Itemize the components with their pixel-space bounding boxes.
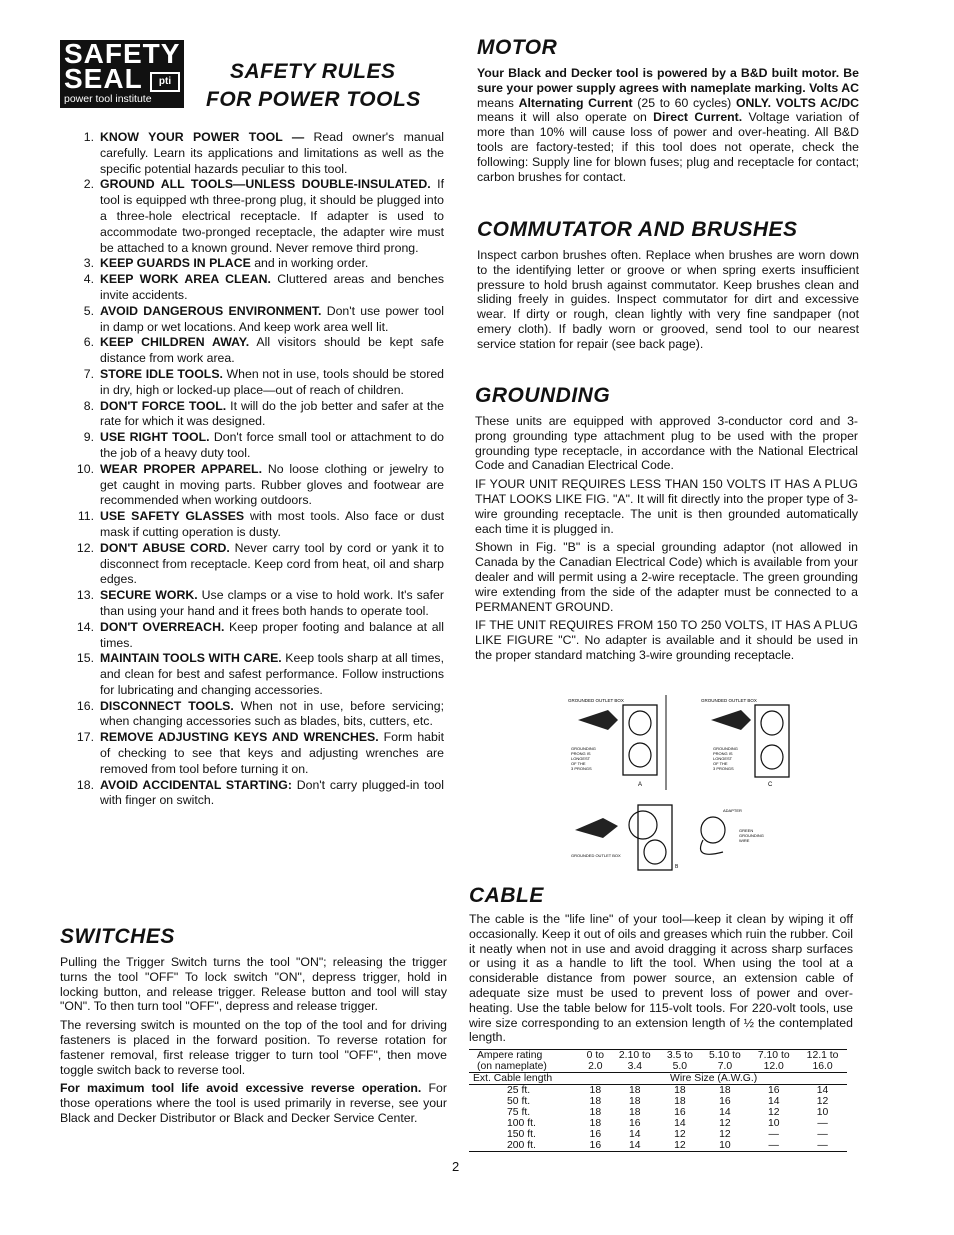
fig-a-outlet-box — [623, 705, 657, 775]
table-cell: 10 — [767, 1118, 780, 1130]
motor-only: ONLY. — [735, 95, 772, 110]
logo-line3: power tool institute — [64, 93, 152, 105]
table-range: 3.5 to 5.0 — [666, 1050, 693, 1073]
rule-keyword: DISCONNECT TOOLS. — [100, 698, 234, 713]
table-cell: 16 — [629, 1118, 641, 1130]
rule-keyword: WEAR PROPER APPAREL. — [100, 461, 262, 476]
table-cell: 14 — [719, 1107, 731, 1119]
rule-text — [100, 730, 444, 777]
fig-c-outlet-box — [755, 705, 789, 777]
table-row — [469, 1085, 847, 1097]
table-cell: 10 — [816, 1107, 829, 1119]
rule-text — [100, 588, 444, 620]
table-cell-length: 75 ft. — [507, 1107, 531, 1119]
motor-section — [477, 36, 859, 184]
table-cell: 14 — [674, 1118, 686, 1130]
motor-text-e: Voltage variation of more than 10% will cause loss of power and over-heating. All B&D tools are factory-tested; if this tool does not operate, check the following: Supply line for blown fuses; plug and receptacle for contact; carbon brushes for contact. — [477, 110, 859, 184]
rule-number: 2. — [83, 177, 94, 192]
grounding-section — [475, 384, 858, 663]
table-cell: 18 — [589, 1096, 602, 1108]
rule-text — [100, 430, 444, 462]
rule-number: 8. — [83, 398, 94, 413]
rule-number: 18. — [76, 777, 94, 792]
table-range: 2.10 to 3.4 — [618, 1050, 651, 1073]
rule-text — [100, 130, 444, 177]
fig-b-outlet-box — [638, 805, 672, 870]
table-range: 7.10 to 12.0 — [757, 1050, 790, 1073]
rule-body: Form habit of checking to see that keys and adjusting wrenches are removed from tool before turning it on. — [100, 730, 444, 776]
switches-p2: The reversing switch is mounted on the top of the tool and for driving fasteners is placed in the forward position. To reverse rotation for fastener removal, first release trigger to turn tool "OFF", then move toggle switch back to reverse tool. — [60, 1018, 447, 1077]
fig-b-adapter — [701, 817, 725, 843]
cable-p1: The cable is the "life line" of your tool—keep it clean by wiping it off occasionally. Keep it out of oils and greases which ruin the rubber. Coil it neatly when not in use and avoid dragging it across sharp surfaces or using it as a handle to lift the tool. When using the tool at a considerable distance from power source, an extension cable of adequate size must be used to prevent loss of power and over-heating. Use the table below for 115-volt tools. For 220-volt tools, use wire size corresponding to an extension length of ½ the contemplated length. — [469, 912, 853, 1045]
table-cell: 16 — [719, 1096, 731, 1108]
safety-rules-list — [60, 130, 444, 809]
rule-text — [100, 778, 444, 810]
rule-text — [100, 509, 444, 541]
rule-keyword: GROUND ALL TOOLS—UNLESS DOUBLE-INSULATED. — [100, 177, 431, 192]
rule-body: Never carry tool by cord or yank it to disconnect from receptacle. Keep cord from heat, oil and sharp edges. — [100, 540, 444, 587]
rule-item — [60, 778, 444, 810]
rule-keyword: USE RIGHT TOOL. — [100, 430, 210, 445]
rule-body: If tool is equipped wth three-prong plug, it should be plugged into a three-hole electrical receptacle. If adapter is used to accommodate two-pronged receptacle, the adapter wire must be attached to a known ground. Never remove third prong. — [100, 177, 444, 255]
rule-number: 13. — [76, 588, 94, 603]
rule-body: Read owner's manual carefully. Learn its applications and limitations as well as the specific potential hazards peculiar to this tool. — [100, 130, 444, 176]
table-cell: 12 — [674, 1129, 686, 1141]
rule-number: 10. — [76, 461, 94, 476]
commutator-p1: Inspect carbon brushes often. Replace when brushes are worn down to the identifying letter or groove or when spring exerts insufficient pressure to hold brush against commutator. Keep brushes clean and sliding freely in guides. Inspect commutator for dirt and excessive wear. If dirty or rough, clean lightly with very fine sandpaper (not emery cloth). If badly worn or grooved, send tool to our nearest service station for repair (see back page). — [477, 248, 859, 351]
table-cell: 14 — [816, 1085, 829, 1097]
rule-keyword: KEEP GUARDS IN PLACE — [100, 256, 251, 271]
rule-number: 12. — [76, 540, 94, 555]
fig-b-label: B — [675, 864, 679, 870]
rule-text — [100, 541, 444, 588]
rule-text — [100, 177, 444, 256]
rule-item — [60, 399, 444, 431]
grounding-p3: Shown in Fig. "B" is a special grounding adaptor (not allowed in Canada by the Canadian Electrical Code) which is available from your dealer and will permit using a 2-wire receptacle. The green grounding wire extending from the side of the adapter must be connected to a PERMANENT GROUND. — [475, 540, 858, 614]
fig-c-outlet-top — [761, 711, 783, 735]
rule-body: Don't carry plugged-in tool with finger on switch. — [100, 777, 444, 808]
rule-text — [100, 272, 444, 304]
rule-keyword: STORE IDLE TOOLS. — [100, 366, 223, 381]
rule-keyword: DON'T ABUSE CORD. — [100, 540, 230, 555]
rule-number: 11. — [77, 509, 94, 524]
rule-body: When not in use, tools should be stored in dry, high or locked-up place—out of reach of children. — [100, 366, 444, 397]
table-cell: 12 — [719, 1129, 731, 1141]
table-cell: 18 — [629, 1085, 641, 1097]
table-row — [469, 1107, 847, 1118]
rule-item — [60, 272, 444, 304]
table-cell: 16 — [589, 1129, 602, 1141]
motor-volts-ac: Volts AC — [809, 80, 859, 95]
table-range: 5.10 to 7.0 — [709, 1050, 741, 1073]
rule-body: Cluttered areas and benches invite accidents. — [100, 272, 444, 302]
rule-keyword: USE SAFETY GLASSES — [100, 509, 245, 524]
rule-keyword: KEEP CHILDREN AWAY. — [100, 335, 250, 350]
rule-number: 4. — [83, 272, 94, 287]
table-cell: 14 — [629, 1129, 641, 1141]
logo-line2: SEAL — [64, 63, 143, 94]
rule-item — [60, 177, 444, 256]
rule-item — [60, 367, 444, 399]
safety-seal-logo — [60, 40, 184, 108]
rule-item — [60, 462, 444, 509]
rule-keyword: AVOID DANGEROUS ENVIRONMENT. — [100, 303, 322, 318]
table-header-length: Ext. Cable length — [473, 1073, 553, 1085]
table-cell: 18 — [589, 1085, 602, 1097]
motor-text-c: (25 to 60 cycles) — [632, 95, 736, 110]
table-cell: 10 — [719, 1140, 731, 1152]
grounding-p2: IF YOUR UNIT REQUIRES LESS THAN 150 VOLTS IT HAS A PLUG THAT LOOKS LIKE FIG. "A". It will fit directly into the proper type of 3-wire grounding receptacle. The unit is then grounded automatically each time it is plugged in. — [475, 477, 858, 536]
fig-a-prong-label: GROUNDING PRONG IS LONGEST OF THE 3 PRONGS — [571, 746, 596, 771]
fig-c-plug — [711, 710, 751, 730]
rule-text — [100, 367, 444, 399]
rule-number: 17. — [76, 730, 94, 745]
switches-p1: Pulling the Trigger Switch turns the tool "ON"; releasing the trigger turns the tool "OFF" To lock switch "ON", depress trigger, hold in locking button, and release trigger. Release button and tool will stay "ON". To then turn tool "OFF", depress and release trigger. — [60, 955, 447, 1014]
table-cell-length: 50 ft. — [507, 1096, 531, 1108]
table-row — [469, 1140, 847, 1152]
rule-text — [100, 651, 444, 698]
rule-text — [100, 462, 444, 509]
fig-b-green-wire-label: GREEN GROUNDING WIRE — [739, 828, 764, 843]
motor-alt: Alternating Current — [518, 95, 633, 110]
logo-line1: SAFETY — [64, 38, 181, 69]
table-cell-length: 150 ft. — [507, 1129, 536, 1141]
table-cell: 18 — [629, 1096, 641, 1108]
rule-text — [100, 256, 444, 272]
rule-item — [60, 335, 444, 367]
rule-body: Keep proper footing and balance at all times. — [100, 619, 444, 650]
rule-item — [60, 730, 444, 777]
fig-b-plug — [575, 818, 618, 838]
fig-c-prong-label: GROUNDING PRONG IS LONGEST OF THE 3 PRONGS — [713, 746, 738, 771]
table-cell: 18 — [589, 1118, 602, 1130]
motor-text-b: means — [477, 95, 519, 110]
fig-b-green-wire-line — [701, 840, 724, 854]
table-range: 0 to 2.0 — [586, 1050, 604, 1073]
rule-keyword: AVOID ACCIDENTAL STARTING: — [100, 777, 292, 792]
fig-a-plug — [578, 710, 618, 730]
switches-p3-text: For those operations where the tool is used primarily in reverse, see your Black and Decker Distributor or Black and Decker Service Center. — [60, 1081, 447, 1125]
table-cell: 18 — [674, 1096, 686, 1108]
rule-number: 6. — [83, 335, 94, 350]
motor-heading: MOTOR — [477, 36, 558, 59]
table-header-ampere: Ampere rating (on nameplate) — [477, 1050, 547, 1073]
switches-p3 — [60, 1081, 447, 1125]
table-cell: 16 — [589, 1140, 602, 1152]
table-cell: 14 — [629, 1140, 641, 1152]
rule-item — [60, 304, 444, 336]
table-cell: 18 — [589, 1107, 602, 1119]
table-cell-length: 200 ft. — [507, 1140, 536, 1152]
rule-number: 1. — [83, 130, 94, 144]
rule-body: and in working order. — [250, 256, 369, 271]
title-line1: SAFETY RULES — [230, 60, 396, 83]
motor-p1 — [477, 66, 859, 184]
grounding-p1: These units are equipped with approved 3-conductor cord and 3-prong grounding type attachment plug to be used with the proper grounding type receptacle, in accordance with the National Electrical Code and Canadian Electrical Code. — [475, 414, 858, 473]
motor-text-a: Your Black and Decker tool is powered by a B&D built motor. Be sure your power supply agrees with nameplate marking. — [477, 66, 859, 95]
rule-body: Keep tools sharp at all times, and clean for best and safest performance. Follow instructions for lubricating and changing accessories. — [100, 651, 444, 697]
table-cell: 18 — [674, 1085, 686, 1097]
commutator-heading: COMMUTATOR AND BRUSHES — [477, 218, 798, 241]
fig-a-outlet-bottom — [629, 743, 651, 767]
rule-number: 15. — [76, 651, 94, 666]
rule-keyword: MAINTAIN TOOLS WITH CARE. — [100, 651, 282, 666]
rule-item — [60, 509, 444, 541]
table-cell: 18 — [629, 1107, 641, 1119]
table-header-wire-size: Wire Size (A.W.G.) — [670, 1073, 758, 1085]
table-cell: 14 — [767, 1096, 780, 1108]
rule-item — [60, 651, 444, 698]
table-cell: — — [817, 1118, 828, 1130]
rule-body: All visitors should be kept safe distance from work area. — [100, 335, 444, 366]
rule-body: When not in use, before servicing; when changing accessories such as blades, bits, cutters, etc. — [100, 698, 444, 729]
table-cell: 16 — [674, 1107, 686, 1119]
rule-keyword: KNOW YOUR POWER TOOL — — [100, 130, 305, 144]
motor-volts-acdc: VOLTS AC/DC — [771, 95, 859, 110]
table-cell: 12 — [719, 1118, 731, 1130]
table-cell-length: 25 ft. — [507, 1085, 531, 1097]
rule-body: It will do the job better and safer at the rate for which it was designed. — [100, 398, 445, 429]
rule-keyword: DON'T FORCE TOOL. — [100, 398, 227, 413]
fig-c-box-label: GROUNDED OUTLET BOX — [701, 698, 757, 703]
fig-a-box-label: GROUNDED OUTLET BOX — [568, 698, 624, 703]
rule-item — [60, 588, 444, 620]
rule-number: 5. — [83, 303, 94, 318]
fig-b-adapter-ring — [629, 811, 657, 839]
rule-number: 3. — [83, 256, 94, 271]
rule-text — [100, 399, 444, 431]
table-cell: — — [768, 1129, 779, 1141]
table-row — [469, 1096, 847, 1107]
grounding-heading: GROUNDING — [475, 384, 611, 407]
rule-item — [60, 541, 444, 588]
rule-keyword: DON'T OVERREACH. — [100, 619, 225, 634]
cable-section — [469, 884, 853, 1152]
rule-item — [60, 130, 444, 177]
title-line2: FOR POWER TOOLS — [206, 88, 421, 111]
table-cell: 12 — [816, 1096, 829, 1108]
table-cell-length: 100 ft. — [507, 1118, 536, 1130]
rule-number: 14. — [76, 619, 94, 634]
switches-heading: SWITCHES — [60, 925, 175, 948]
switches-section — [60, 925, 447, 1126]
table-cell: 16 — [767, 1085, 780, 1097]
fig-a-label: A — [638, 782, 643, 788]
table-cell: — — [768, 1140, 779, 1152]
wire-size-table — [469, 1049, 847, 1152]
commutator-section — [477, 218, 859, 352]
rule-number: 7. — [83, 366, 94, 381]
rule-body: Don't force small tool or attachment to do the job of a heavy duty tool. — [100, 430, 444, 460]
rule-text — [100, 304, 444, 336]
table-cell: 12 — [674, 1140, 686, 1152]
rule-text — [100, 335, 444, 367]
fig-b-outlet — [644, 840, 666, 864]
grounding-figure — [563, 690, 813, 875]
fig-a-outlet-top — [629, 711, 651, 735]
fig-c-outlet-bottom — [761, 745, 783, 769]
rule-body: Use clamps or a vise to hold work. It's safer than using your hand and it frees both hands to operate tool. — [100, 588, 444, 618]
grounding-p4: IF THE UNIT REQUIRES FROM 150 TO 250 VOLTS, IT HAS A PLUG LIKE FIGURE "C". No adapter is available and it should be used in the proper standard matching 3-wire grounding receptacle. — [475, 618, 858, 662]
rule-keyword: REMOVE ADJUSTING KEYS AND WRENCHES. — [100, 730, 379, 745]
motor-dc: Direct Current. — [653, 110, 743, 125]
fig-b-adapter-label: ADAPTER — [723, 808, 742, 813]
rule-text — [100, 699, 444, 731]
switches-p3-bold: For maximum tool life avoid excessive reverse operation. — [60, 1081, 422, 1096]
rule-item — [60, 620, 444, 652]
table-cell: — — [817, 1129, 828, 1141]
fig-c-label: C — [768, 782, 773, 788]
table-cell: 18 — [719, 1085, 731, 1097]
rule-body: Don't use power tool in damp or wet locations. And keep work area well lit. — [100, 303, 444, 334]
rule-item — [60, 699, 444, 731]
page-title — [206, 58, 421, 114]
rule-number: 16. — [76, 698, 94, 713]
rule-number: 9. — [83, 430, 94, 445]
rule-keyword: KEEP WORK AREA CLEAN. — [100, 272, 271, 287]
table-row — [469, 1129, 847, 1140]
table-range: 12.1 to 16.0 — [806, 1050, 839, 1073]
table-cell: — — [817, 1140, 828, 1152]
fig-b-box-label: GROUNDED OUTLET BOX — [571, 853, 621, 858]
motor-text-d: means it will also operate on — [477, 110, 654, 125]
logo-badge: pti — [150, 72, 180, 92]
table-row — [469, 1118, 847, 1129]
table-cell: 12 — [767, 1107, 780, 1119]
rule-item — [60, 256, 444, 272]
rule-text — [100, 620, 444, 652]
rule-item — [60, 430, 444, 462]
rule-body: No loose clothing or jewelry to get caught in moving parts. Rubber gloves and footwear are recommended when working outdoors. — [100, 461, 444, 508]
page-number: 2 — [452, 1159, 460, 1174]
rule-body: with most tools. Also face or dust mask if cutting operation is dusty. — [100, 509, 445, 539]
cable-heading: CABLE — [469, 884, 544, 907]
rule-keyword: SECURE WORK. — [100, 588, 198, 603]
